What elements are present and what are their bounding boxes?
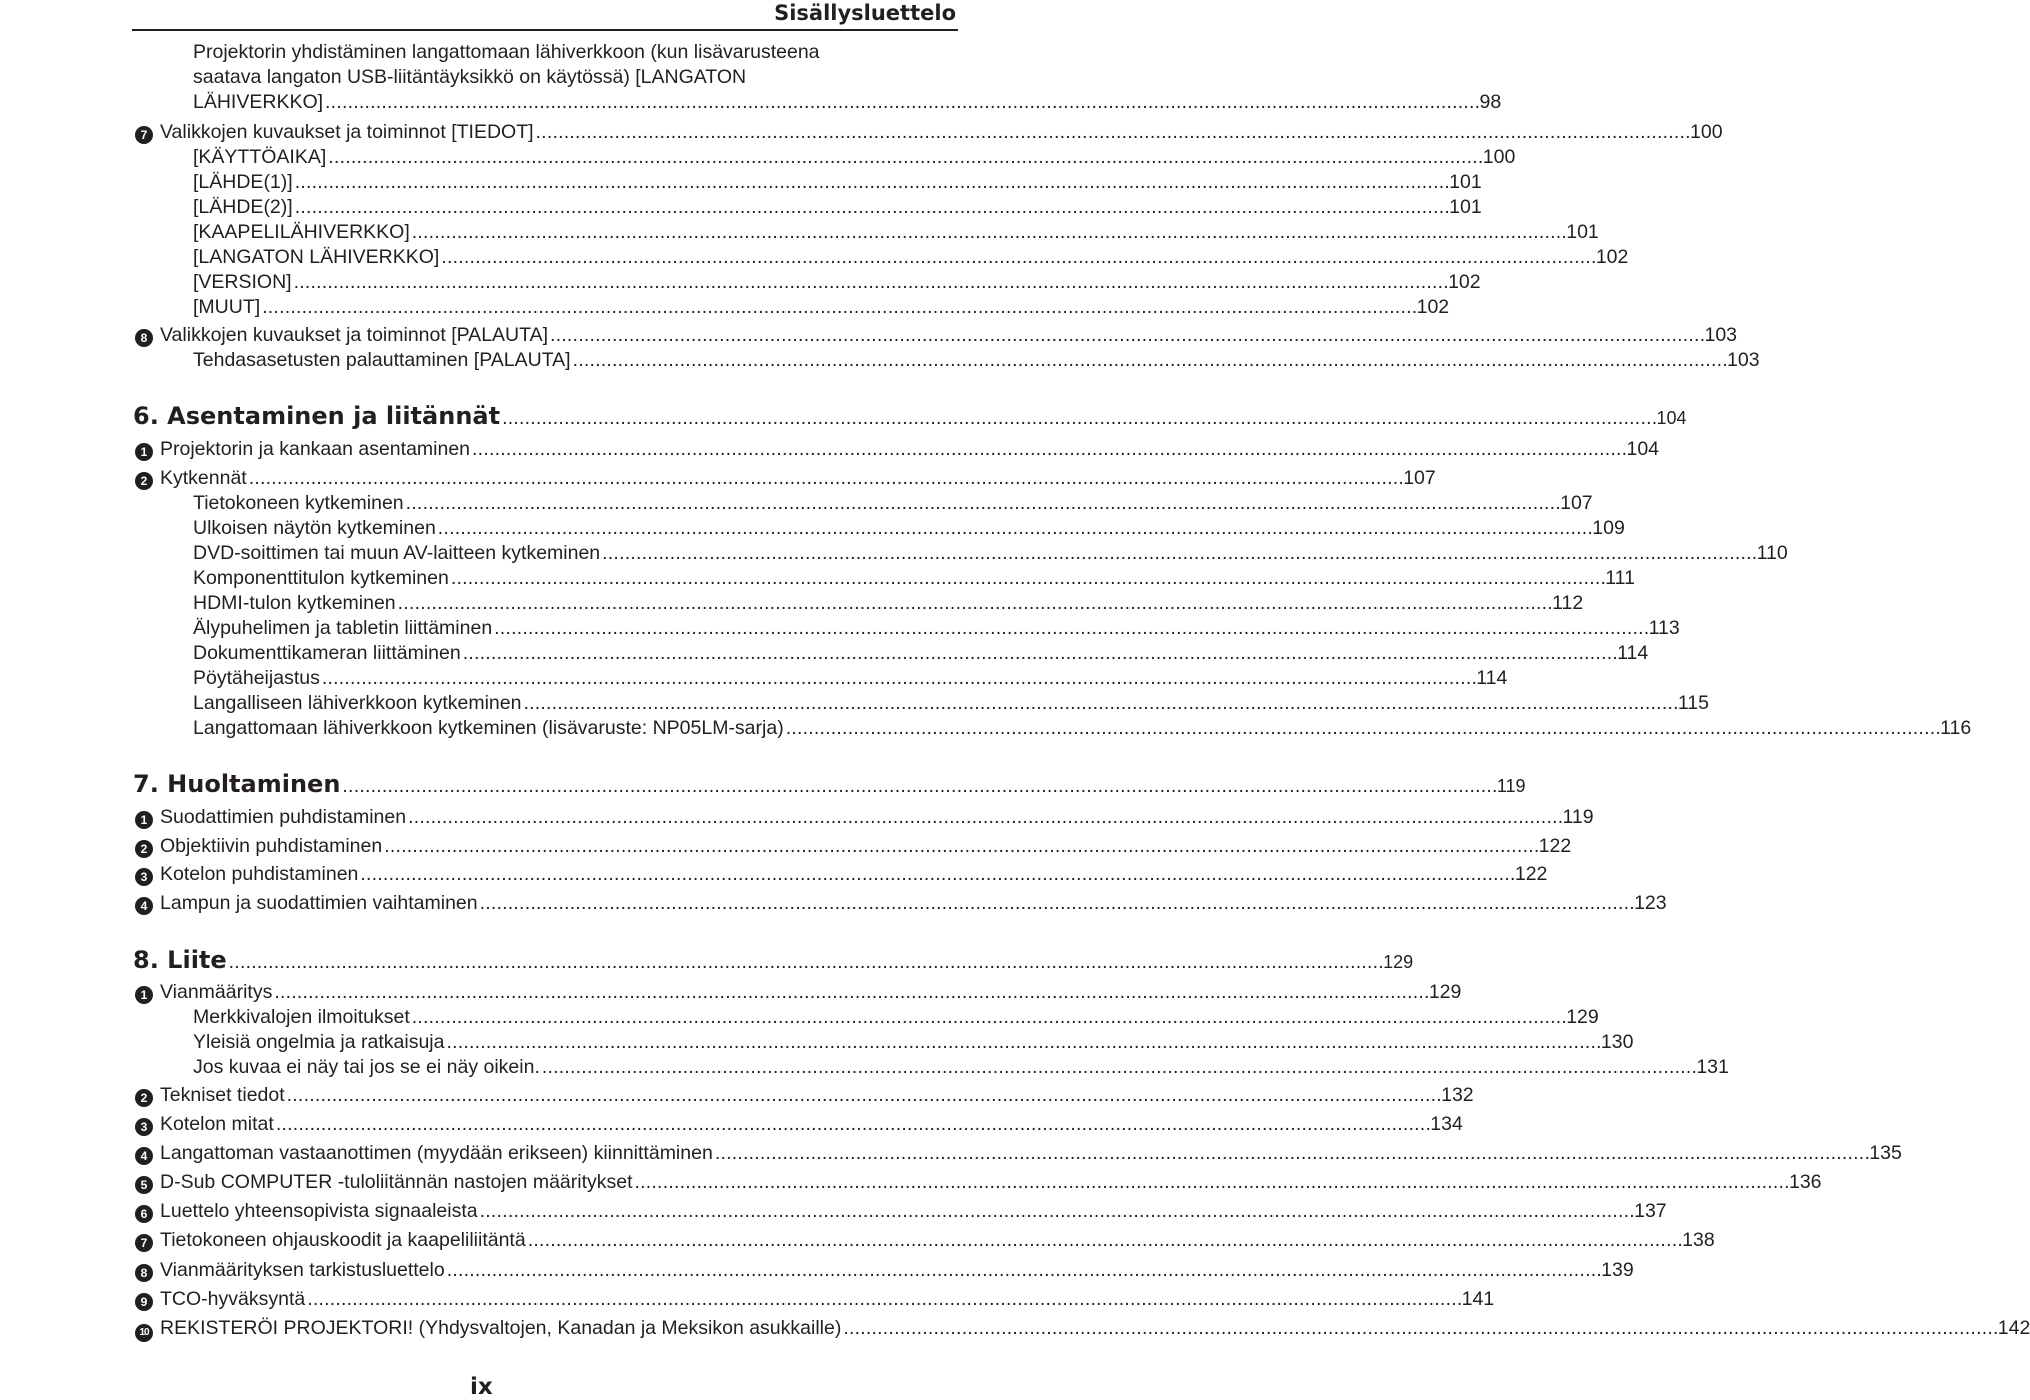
toc-entry-page: 115 (1677, 692, 1709, 714)
toc-entry-page: 102 (1416, 296, 1450, 318)
dot-leader (295, 195, 1447, 219)
toc-entry[interactable] (193, 716, 1972, 740)
dot-leader (602, 541, 1754, 565)
toc-entry-label: [KAAPELILÄHIVERKKO] (193, 221, 410, 243)
chapter-title: 7. Huoltaminen (133, 770, 341, 798)
dot-leader (412, 220, 1564, 244)
number-badge-icon: 3 (135, 868, 153, 886)
toc-entry-label: Lampun ja suodattimien vaihtaminen (160, 892, 478, 914)
dot-leader (523, 691, 1675, 715)
toc-entry-page: 114 (1476, 667, 1508, 689)
toc-entry-label: Pöytäheijastus (193, 667, 320, 689)
dot-leader (274, 980, 1426, 1004)
toc-entry-page: 135 (1869, 1142, 1902, 1164)
toc-entry-label: Vianmäärityksen tarkistusluettelo (160, 1259, 445, 1281)
number-badge-icon: 4 (135, 1147, 153, 1165)
dot-leader (528, 1228, 1680, 1252)
toc-entry[interactable] (193, 1030, 1634, 1054)
toc-entry-label: Tehdasasetusten palauttaminen [PALAUTA] (193, 349, 571, 371)
toc-entry-page: 112 (1552, 592, 1584, 614)
toc-entry[interactable] (135, 1287, 1495, 1311)
toc-entry-page: 102 (1595, 246, 1629, 268)
toc-entry-page: 119 (1562, 806, 1594, 828)
dot-leader (307, 1287, 1459, 1311)
toc-entry[interactable] (193, 220, 1599, 244)
dot-leader (262, 295, 1414, 319)
toc-entry-label: Yleisiä ongelmia ja ratkaisuja (193, 1031, 445, 1053)
toc-entry[interactable] (193, 691, 1709, 715)
number-badge-icon: 1 (135, 986, 153, 1004)
toc-entry-label: Luettelo yhteensopivista signaaleista (160, 1200, 478, 1222)
toc-entry-label: D-Sub COMPUTER -tuloliitännän nastojen määritykset (160, 1171, 633, 1193)
toc-entry-page: 104 (1626, 438, 1660, 460)
toc-entry-label: Langattoman vastaanottimen (myydään erikseen) kiinnittäminen (160, 1142, 713, 1164)
toc-entry-label: Tietokoneen ohjauskoodit ja kaapeliliitäntä (160, 1229, 526, 1251)
toc-entry[interactable] (193, 1005, 1599, 1029)
toc-entry-page: 101 (1449, 196, 1482, 218)
toc-entry[interactable] (135, 834, 1572, 858)
dot-leader (412, 1005, 1564, 1029)
toc-entry[interactable] (193, 666, 1508, 690)
toc-entry[interactable] (193, 270, 1481, 294)
toc-entry-label: TCO-hyväksyntä (160, 1288, 306, 1310)
toc-entry-label: [MUUT] (193, 296, 261, 318)
toc-entry[interactable] (135, 891, 1667, 915)
toc-entry[interactable] (135, 120, 1723, 144)
toc-entry-page: 110 (1756, 542, 1788, 564)
dot-leader (502, 406, 1654, 430)
toc-entry-label: Tekniset tiedot (160, 1084, 285, 1106)
dot-leader (295, 170, 1447, 194)
dot-leader (325, 90, 1477, 114)
toc-entry[interactable] (135, 323, 1738, 347)
dot-leader (446, 1030, 1598, 1054)
toc-entry-label: HDMI-tulon kytkeminen (193, 592, 396, 614)
toc-entry-label: REKISTERÖI PROJEKTORI! (Yhdysvaltojen, Kanadan ja Meksikon asukkaille) (160, 1317, 842, 1339)
toc-entry[interactable] (135, 1199, 1667, 1223)
toc-entry-label: Projektorin ja kankaan asentaminen (160, 438, 471, 460)
dot-leader (360, 862, 1512, 886)
number-badge-icon: 6 (135, 1205, 153, 1223)
toc-entry-label: Valikkojen kuvaukset ja toiminnot [TIEDOT] (160, 121, 534, 143)
toc-entry[interactable] (193, 516, 1625, 540)
toc-entry-page: 103 (1704, 324, 1738, 346)
dot-leader (550, 323, 1702, 347)
dot-leader (384, 834, 1536, 858)
toc-entry-page: 107 (1403, 467, 1436, 489)
toc-entry[interactable] (193, 245, 1629, 269)
toc-entry-page: 129 (1428, 981, 1462, 1003)
toc-entry-page: 137 (1634, 1200, 1667, 1222)
page-number: ix (470, 1374, 493, 1400)
toc-entry-page: 104 (1656, 408, 1687, 428)
number-badge-icon: 5 (135, 1176, 153, 1194)
toc-entry-label: Valikkojen kuvaukset ja toiminnot [PALAUTA] (160, 324, 549, 346)
toc-entry-page: 129 (1383, 952, 1414, 972)
number-badge-icon: 8 (135, 1264, 153, 1282)
toc-entry-label: Komponenttitulon kytkeminen (193, 567, 449, 589)
chapter-heading[interactable] (133, 946, 1414, 974)
number-badge-icon: 4 (135, 897, 153, 915)
toc-entry-label: [LANGATON LÄHIVERKKO] (193, 246, 440, 268)
toc-entry-label: Jos kuvaa ei näy tai jos se ei näy oikein. (193, 1056, 540, 1078)
number-badge-icon: 1 (135, 443, 153, 461)
running-header-title: Sisällysluettelo (774, 1, 956, 25)
dot-leader (322, 666, 1474, 690)
toc-entry-page: 100 (1482, 146, 1516, 168)
dot-leader (635, 1170, 1787, 1194)
dot-leader (441, 245, 1593, 269)
toc-entry-label: Langattomaan lähiverkkoon kytkeminen (lisävaruste: NP05LM-sarja) (193, 717, 784, 739)
toc-entry-label: DVD-soittimen tai muun AV-laitteen kytkeminen (193, 542, 601, 564)
toc-entry-label: Vianmääritys (160, 981, 273, 1003)
toc-entry-label: Kytkennät (160, 467, 247, 489)
dot-leader (447, 1258, 1599, 1282)
toc-entry-page: 122 (1538, 835, 1572, 857)
toc-entry-page: 134 (1430, 1113, 1463, 1135)
toc-entry[interactable] (135, 805, 1594, 829)
toc-entry-label: [KÄYTTÖAIKA] (193, 146, 327, 168)
toc-entry-label: Dokumenttikameran liittäminen (193, 642, 461, 664)
dot-leader (328, 145, 1480, 169)
toc-entry-page: 129 (1566, 1006, 1599, 1028)
number-badge-icon: 1 (135, 811, 153, 829)
number-badge-icon: 9 (135, 1293, 153, 1311)
dot-leader (229, 950, 1381, 974)
number-badge-icon: 7 (135, 1234, 153, 1252)
toc-entry-page: 100 (1690, 121, 1723, 143)
toc-entry-page: 123 (1634, 892, 1667, 914)
dot-leader (480, 1199, 1632, 1223)
dot-leader (249, 466, 1401, 490)
toc-entry-label: Suodattimien puhdistaminen (160, 806, 407, 828)
number-badge-icon: 2 (135, 840, 153, 858)
toc-entry-page: 138 (1682, 1229, 1715, 1251)
toc-entry-page: 130 (1600, 1031, 1634, 1053)
toc-entry[interactable] (135, 466, 1436, 490)
toc-entry[interactable] (135, 980, 1462, 1004)
toc-entry-line: Projektorin yhdistäminen langattomaan lähiverkkoon (kun lisävarusteena (193, 41, 820, 63)
dot-leader (438, 516, 1590, 540)
toc-entry-page: 103 (1727, 349, 1760, 371)
toc-entry[interactable] (135, 1112, 1463, 1136)
dot-leader (494, 616, 1646, 640)
dot-leader (451, 566, 1603, 590)
toc-entry-page: 113 (1648, 617, 1680, 639)
toc-entry-page: 131 (1696, 1056, 1729, 1078)
toc-entry[interactable] (193, 641, 1649, 665)
number-badge-icon: 2 (135, 1089, 153, 1107)
toc-entry-page: 141 (1461, 1288, 1495, 1310)
number-badge-icon: 10 (135, 1324, 153, 1342)
toc-entry-label: [VERSION] (193, 271, 292, 293)
toc-entry[interactable] (193, 145, 1516, 169)
toc-entry-page: 122 (1514, 863, 1548, 885)
dot-leader (843, 1316, 1995, 1340)
dot-leader (715, 1141, 1867, 1165)
toc-entry-label: Ulkoisen näytön kytkeminen (193, 517, 436, 539)
toc-entry-line: saatava langaton USB-liitäntäyksikkö on käytössä) [LANGATON (193, 66, 747, 88)
dot-leader (276, 1112, 1428, 1136)
toc-entry[interactable] (135, 1141, 1902, 1165)
number-badge-icon: 2 (135, 472, 153, 490)
toc-entry[interactable] (193, 295, 1450, 319)
chapter-title: 8. Liite (133, 946, 227, 974)
toc-entry[interactable] (135, 1258, 1634, 1282)
toc-entry[interactable] (135, 1083, 1474, 1107)
toc-entry-page: 132 (1441, 1084, 1474, 1106)
toc-entry-label: Merkkivalojen ilmoitukset (193, 1006, 410, 1028)
toc-entry-label: [LÄHDE(2)] (193, 196, 293, 218)
toc-entry[interactable] (135, 1170, 1822, 1194)
toc-entry-page: 109 (1592, 517, 1625, 539)
toc-entry-label: Langalliseen lähiverkkoon kytkeminen (193, 692, 522, 714)
number-badge-icon: 7 (135, 126, 153, 144)
dot-leader (406, 491, 1558, 515)
toc-entry-page: 107 (1560, 492, 1593, 514)
toc-entry-page: 139 (1601, 1259, 1634, 1281)
toc-entry-page: 119 (1496, 776, 1526, 796)
toc-entry-page: 98 (1479, 91, 1502, 113)
toc-entry[interactable] (135, 1316, 2030, 1341)
toc-entry-page: 102 (1448, 271, 1481, 293)
dot-leader (294, 270, 1446, 294)
dot-leader (463, 641, 1615, 665)
toc-entry-label: Kotelon mitat (160, 1113, 274, 1135)
header-rule (132, 29, 958, 31)
chapter-heading[interactable] (133, 402, 1687, 430)
toc-entry-page: 116 (1940, 717, 1972, 739)
toc-entry[interactable] (193, 1055, 1729, 1079)
toc-entry[interactable] (193, 491, 1593, 515)
toc-entry[interactable] (193, 616, 1680, 640)
toc-entry[interactable] (193, 170, 1482, 194)
dot-leader (536, 120, 1688, 144)
toc-entry-label: Älypuhelimen ja tabletin liittäminen (193, 617, 493, 639)
toc-entry[interactable] (193, 541, 1788, 565)
toc-entry-label: Tietokoneen kytkeminen (193, 492, 404, 514)
toc-entry-label: LÄHIVERKKO] (193, 91, 324, 113)
number-badge-icon: 3 (135, 1118, 153, 1136)
toc-entry[interactable] (135, 862, 1548, 886)
dot-leader (480, 891, 1632, 915)
toc-entry[interactable] (135, 1228, 1715, 1252)
dot-leader (573, 348, 1725, 372)
chapter-title: 6. Asentaminen ja liitännät (133, 402, 501, 430)
dot-leader (408, 805, 1560, 829)
toc-entry-page: 111 (1605, 567, 1635, 589)
toc-entry[interactable] (193, 566, 1635, 590)
dot-leader (287, 1083, 1439, 1107)
number-badge-icon: 8 (135, 329, 153, 347)
toc-entry-page: 101 (1566, 221, 1599, 243)
toc-entry-label: Objektiivin puhdistaminen (160, 835, 383, 857)
toc-entry-page: 142 (1997, 1317, 2030, 1339)
toc-entry-label: Kotelon puhdistaminen (160, 863, 359, 885)
toc-entry-page: 101 (1449, 171, 1482, 193)
toc-entry-page: 136 (1788, 1171, 1822, 1193)
toc-entry-label: [LÄHDE(1)] (193, 171, 293, 193)
dot-leader (398, 591, 1550, 615)
dot-leader (472, 437, 1624, 461)
toc-entry[interactable] (193, 591, 1584, 615)
toc-entry-page: 114 (1617, 642, 1649, 664)
toc-entry[interactable] (193, 348, 1760, 372)
dot-leader (542, 1055, 1694, 1079)
chapter-heading[interactable] (133, 770, 1526, 798)
toc-entry[interactable] (193, 90, 1502, 114)
toc-entry[interactable] (193, 195, 1482, 219)
dot-leader (342, 774, 1494, 798)
dot-leader (786, 716, 1938, 740)
toc-entry[interactable] (135, 437, 1660, 461)
